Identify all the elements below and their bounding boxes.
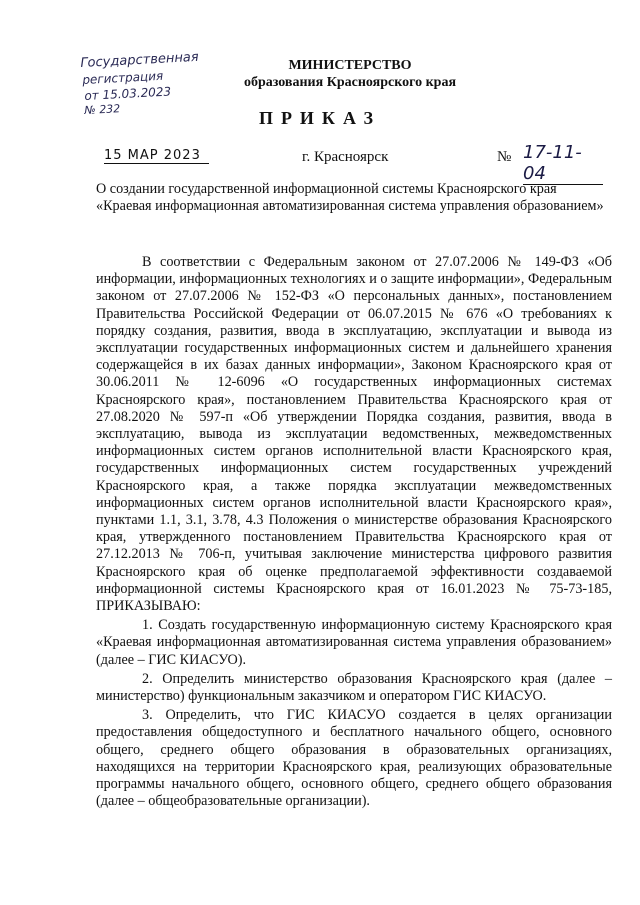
document-number-label: № bbox=[497, 149, 512, 165]
clause-1-paragraph: 1. Создать государственную информационную систему Красноярского края «Краевая информационная автоматизированная система управления образованием» (далее – ГИС КИАСУО). bbox=[96, 617, 612, 668]
ministry-subtitle: образования Красноярского края bbox=[243, 75, 457, 90]
preamble-paragraph: В соответствии с Федеральным законом от 27.07.2006 № 149-ФЗ «Об информации, информационных технологиях и о защите информации», Федеральным законом от 27.07.2006 № 152-ФЗ «О персональных данных», постановлением Правительства Российской Федерации от 06.07.2015 № 676 «О требованиях к порядку создания, развития, ввода в эксплуатацию, эксплуатации и вывода из эксплуатации государственных информационных систем и дальнейшего хранения содержащейся в их базах данных информации», Законом Красноярского края от 30.06.2011 № 12-6096 «О государственных информационных системах Красноярского края», постановлением Правительства Красноярского края от 27.08.2020 № 597-п «Об утверждении Порядка создания, развития, ввода в эксплуатацию, вывода из эксплуатации ведомственных, межведомственных информационных систем органов исполнительной власти Красноярского края, государственных информационных систем государственных учреждений Красноярского края, а также порядка эксплуатации межведомственных информационных систем органов исполнительной власти Красноярского края», пунктами 1.1, 3.1, 3.78, 4.3 Положения о министерстве образования Красноярского края, утвержденного постановлением Правительства Красноярского края от 27.12.2013 № 706-п, учитывая заключение министерства цифрового развития Красноярского края об оценке предполагаемой эффективности создаваемой информационной системы Красноярского края от 16.01.2023 № 75-73-185, ПРИКАЗЫВАЮ: bbox=[96, 254, 612, 615]
ministry-title: МИНИСТЕРСТВО bbox=[288, 58, 412, 73]
document-city: г. Красноярск bbox=[302, 149, 389, 165]
registration-note-line-2: регистрация bbox=[82, 68, 164, 87]
document-date: 15 МАР 2023 bbox=[104, 148, 209, 164]
order-subject: О создании государственной информационной системы Красноярского края «Краевая информационная автоматизированная система управления образованием» bbox=[96, 181, 604, 215]
registration-note-line-4: № 232 bbox=[84, 102, 121, 117]
order-body bbox=[96, 254, 612, 811]
registration-note-line-3: от 15.03.2023 bbox=[84, 84, 172, 103]
clause-2-paragraph: 2. Определить министерство образования Красноярского края (далее – министерство) функциональным заказчиком и оператором ГИС КИАСУО. bbox=[96, 670, 612, 705]
document-type-title: ПРИКАЗ bbox=[258, 108, 382, 128]
registration-note-line-1: Государственная bbox=[80, 49, 200, 71]
clause-3-paragraph: 3. Определить, что ГИС КИАСУО создается в целях организации предоставления общедоступного и бесплатного начального общего, основного общего, среднего общего образования в образовательных организациях, находящихся на территории Красноярского края, реализующих образовательные программы начального общего, основного общего, среднего общего образования (далее – общеобразовательные организации). bbox=[96, 707, 612, 810]
document-number: 17-11-04 bbox=[523, 142, 603, 185]
